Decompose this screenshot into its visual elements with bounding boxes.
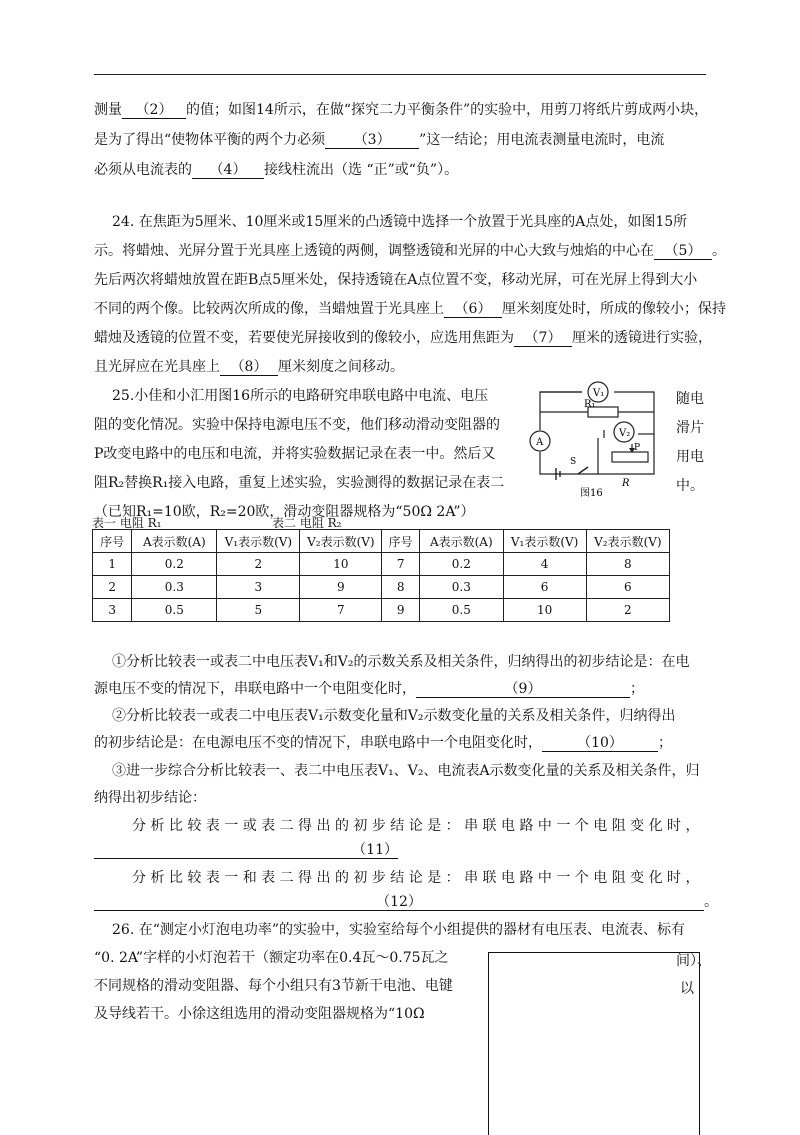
answer-blank[interactable]: （3） [325,133,419,149]
answer-blank[interactable]: （12） [94,895,704,911]
text-line: 分 析 比 较 表 一 和 表 二 得 出 的 初 步 结 论 是 ： 串 联 电 路 中 一 个 电 阻 变 化 时 ， [132,870,700,886]
figure-label-s: S [570,457,577,467]
table-cell: 6 [503,576,586,599]
text-line: ②分析比较表一或表二中电压表V₁示数变化量和V₂示数变化量的关系及相关条件，归纳得出 [112,708,676,724]
table-cell: 0.5 [132,599,217,622]
figure-label-p: P [634,443,641,453]
column-header: V₂表示数(V) [586,530,669,553]
table-cell: 2 [586,599,669,622]
answer-blank[interactable]: （11） [94,843,398,859]
text-line: 蜡烛及透镜的位置不变，若要使光屏接收到的像较小，应选用焦距为 （7） 厘米的透镜进行实验， [94,330,712,346]
figure-label-v2: V₂ [619,428,631,439]
table-cell: 1 [93,553,132,576]
text-line: （已知R₁=10欧，R₂=20欧，滑动变阻器规格为“50Ω 2A”） [94,504,475,520]
figure-caption: 图16 [580,488,603,498]
question-26-line: 26. 在“测定小灯泡电功率”的实验中，实验室给每个小组提供的器材有电压表、电流表、标有 [112,922,686,938]
answer-blank[interactable]: （4） [192,163,264,179]
table-cell: 0.2 [132,553,217,576]
column-header: V₁表示数(V) [503,530,586,553]
table-cell: 7 [382,553,420,576]
text-line: 测量 （2） 的值；如图14所示，在做“探究二力平衡条件”的实验中，用剪刀将纸片剪成两小块， [94,102,709,118]
table-row [93,576,670,599]
circuit-diagram [528,374,668,498]
table-header-row [93,530,670,553]
figure-label-a: A [536,437,544,448]
column-header: V₁表示数(V) [217,530,300,553]
text-line: 必须从电流表的 （4） 接线柱流出（选 “正”或“负”）。 [94,162,459,178]
text-fragment: 随电 [676,391,704,407]
table-row [93,599,670,622]
text-line: 且光屏应在光具座上 （8） 厘米刻度之间移动。 [94,359,404,375]
answer-blank[interactable]: （10） [542,736,658,752]
column-header: V₂表示数(V) [300,530,382,553]
table-cell: 7 [300,599,382,622]
table-cell: 0.5 [420,599,503,622]
text-line: 阻的变化情况。实验中保持电源电压不变，他们移动滑动变阻器的 [94,417,500,433]
column-header: 序号 [93,530,132,553]
text-line: 阻R₂替换R₁接入电路，重复上述实验，实验测得的数据记录在表二 [94,475,505,491]
answer-blank[interactable]: （6） [444,302,502,318]
table-cell: 6 [586,576,669,599]
text-line: 不同规格的滑动变阻器、每个小组只有3节新干电池、电键 [94,978,453,994]
text-line: 是为了得出“使物体平衡的两个力必须 （3） ”这一结论；用电流表测量电流时，电流 [94,132,665,148]
table-cell: 0.3 [420,576,503,599]
column-header: A表示数(A) [132,530,217,553]
text-line: ①分析比较表一或表二中电压表V₁和V₂的示数关系及相关条件，归纳得出的初步结论是：在电 [112,654,690,670]
figure-label-v1: V₁ [593,388,605,399]
table-2-caption: 表二 电阻 R₂ [272,516,342,530]
column-header: A表示数(A) [420,530,503,553]
table-cell: 0.3 [132,576,217,599]
table-cell: 4 [503,553,586,576]
text-line: 先后两次将蜡烛放置在距B点5厘米处，保持透镜在A点位置不变，移动光屏，可在光屏上得到大小 [94,272,698,288]
figure-label-r1: R₁ [584,399,596,410]
text-line: 不同的两个像。比较两次所成的像，当蜡烛置于光具座上 （6） 厘米刻度处时，所成的像较小；保持 [94,301,726,317]
text-line: 的初步结论是：在电源电压不变的情况下，串联电路中一个电阻变化时， （10） ； [94,735,672,751]
table-cell: 3 [217,576,300,599]
table-cell: 10 [503,599,586,622]
table-cell: 10 [300,553,382,576]
text-line [94,842,398,859]
text-line: （12） 。 [94,894,718,911]
text-fragment: 用电 [676,449,704,465]
text-line: 纳得出初步结论： [94,790,206,806]
question-24-line: 24. 在焦距为5厘米、10厘米或15厘米的凸透镜中选择一个放置于光具座的A点处，如图15所 [112,214,688,230]
table-cell: 0.2 [420,553,503,576]
data-table [92,529,670,622]
text-line: ③进一步综合分析比较表一、表二中电压表V₁、V₂、电流表A示数变化量的关系及相关条件，归 [112,763,700,779]
text-line: “0. 2A”字样的小灯泡若干（额定功率在0.4瓦～0.75瓦之 [94,950,449,966]
question-25-line: 25.小佳和小汇用图16所示的电路研究串联电路中电流、电压 [112,388,489,404]
table-cell: 5 [217,599,300,622]
text-line: P改变电路中的电压和电流，并将实验数据记录在表一中。然后又 [94,446,496,462]
table-cell: 2 [93,576,132,599]
table-cell: 8 [586,553,669,576]
table-1-caption: 表一 电阻 R₁ [92,516,162,530]
answer-blank[interactable]: （2） [122,103,186,119]
answer-blank[interactable]: （5） [654,244,712,260]
table-cell: 3 [93,599,132,622]
text-fragment: 滑片 [676,420,704,436]
figure-box [488,952,700,1135]
figure-label-r: R [622,478,630,489]
text-line: 示。将蜡烛、光屏分置于光具座上透镜的两侧，调整透镜和光屏的中心大致与烛焰的中心在 （5） 。 [94,243,726,259]
answer-blank[interactable]: （7） [514,331,572,347]
text-fragment: 中。 [676,478,704,494]
table-cell: 9 [382,599,420,622]
text-fragment: 间）、 [676,953,711,969]
text-line: 及导线若干。小徐这组选用的滑动变阻器规格为“10Ω [94,1006,425,1022]
answer-blank[interactable]: （9） [416,682,630,698]
table-cell: 8 [382,576,420,599]
answer-blank[interactable]: （8） [220,360,278,376]
column-header: 序号 [382,530,420,553]
table-cell: 9 [300,576,382,599]
table-row [93,553,670,576]
header-rule [94,74,706,75]
text-fragment: 以 [680,981,694,997]
text-line: 分 析 比 较 表 一 或 表 二 得 出 的 初 步 结 论 是 ： 串 联 电 路 中 一 个 电 阻 变 化 时 ， [132,818,700,834]
text-line: 源电压不变的情况下，串联电路中一个电阻变化时， （9） ； [94,681,644,697]
table-cell: 2 [217,553,300,576]
